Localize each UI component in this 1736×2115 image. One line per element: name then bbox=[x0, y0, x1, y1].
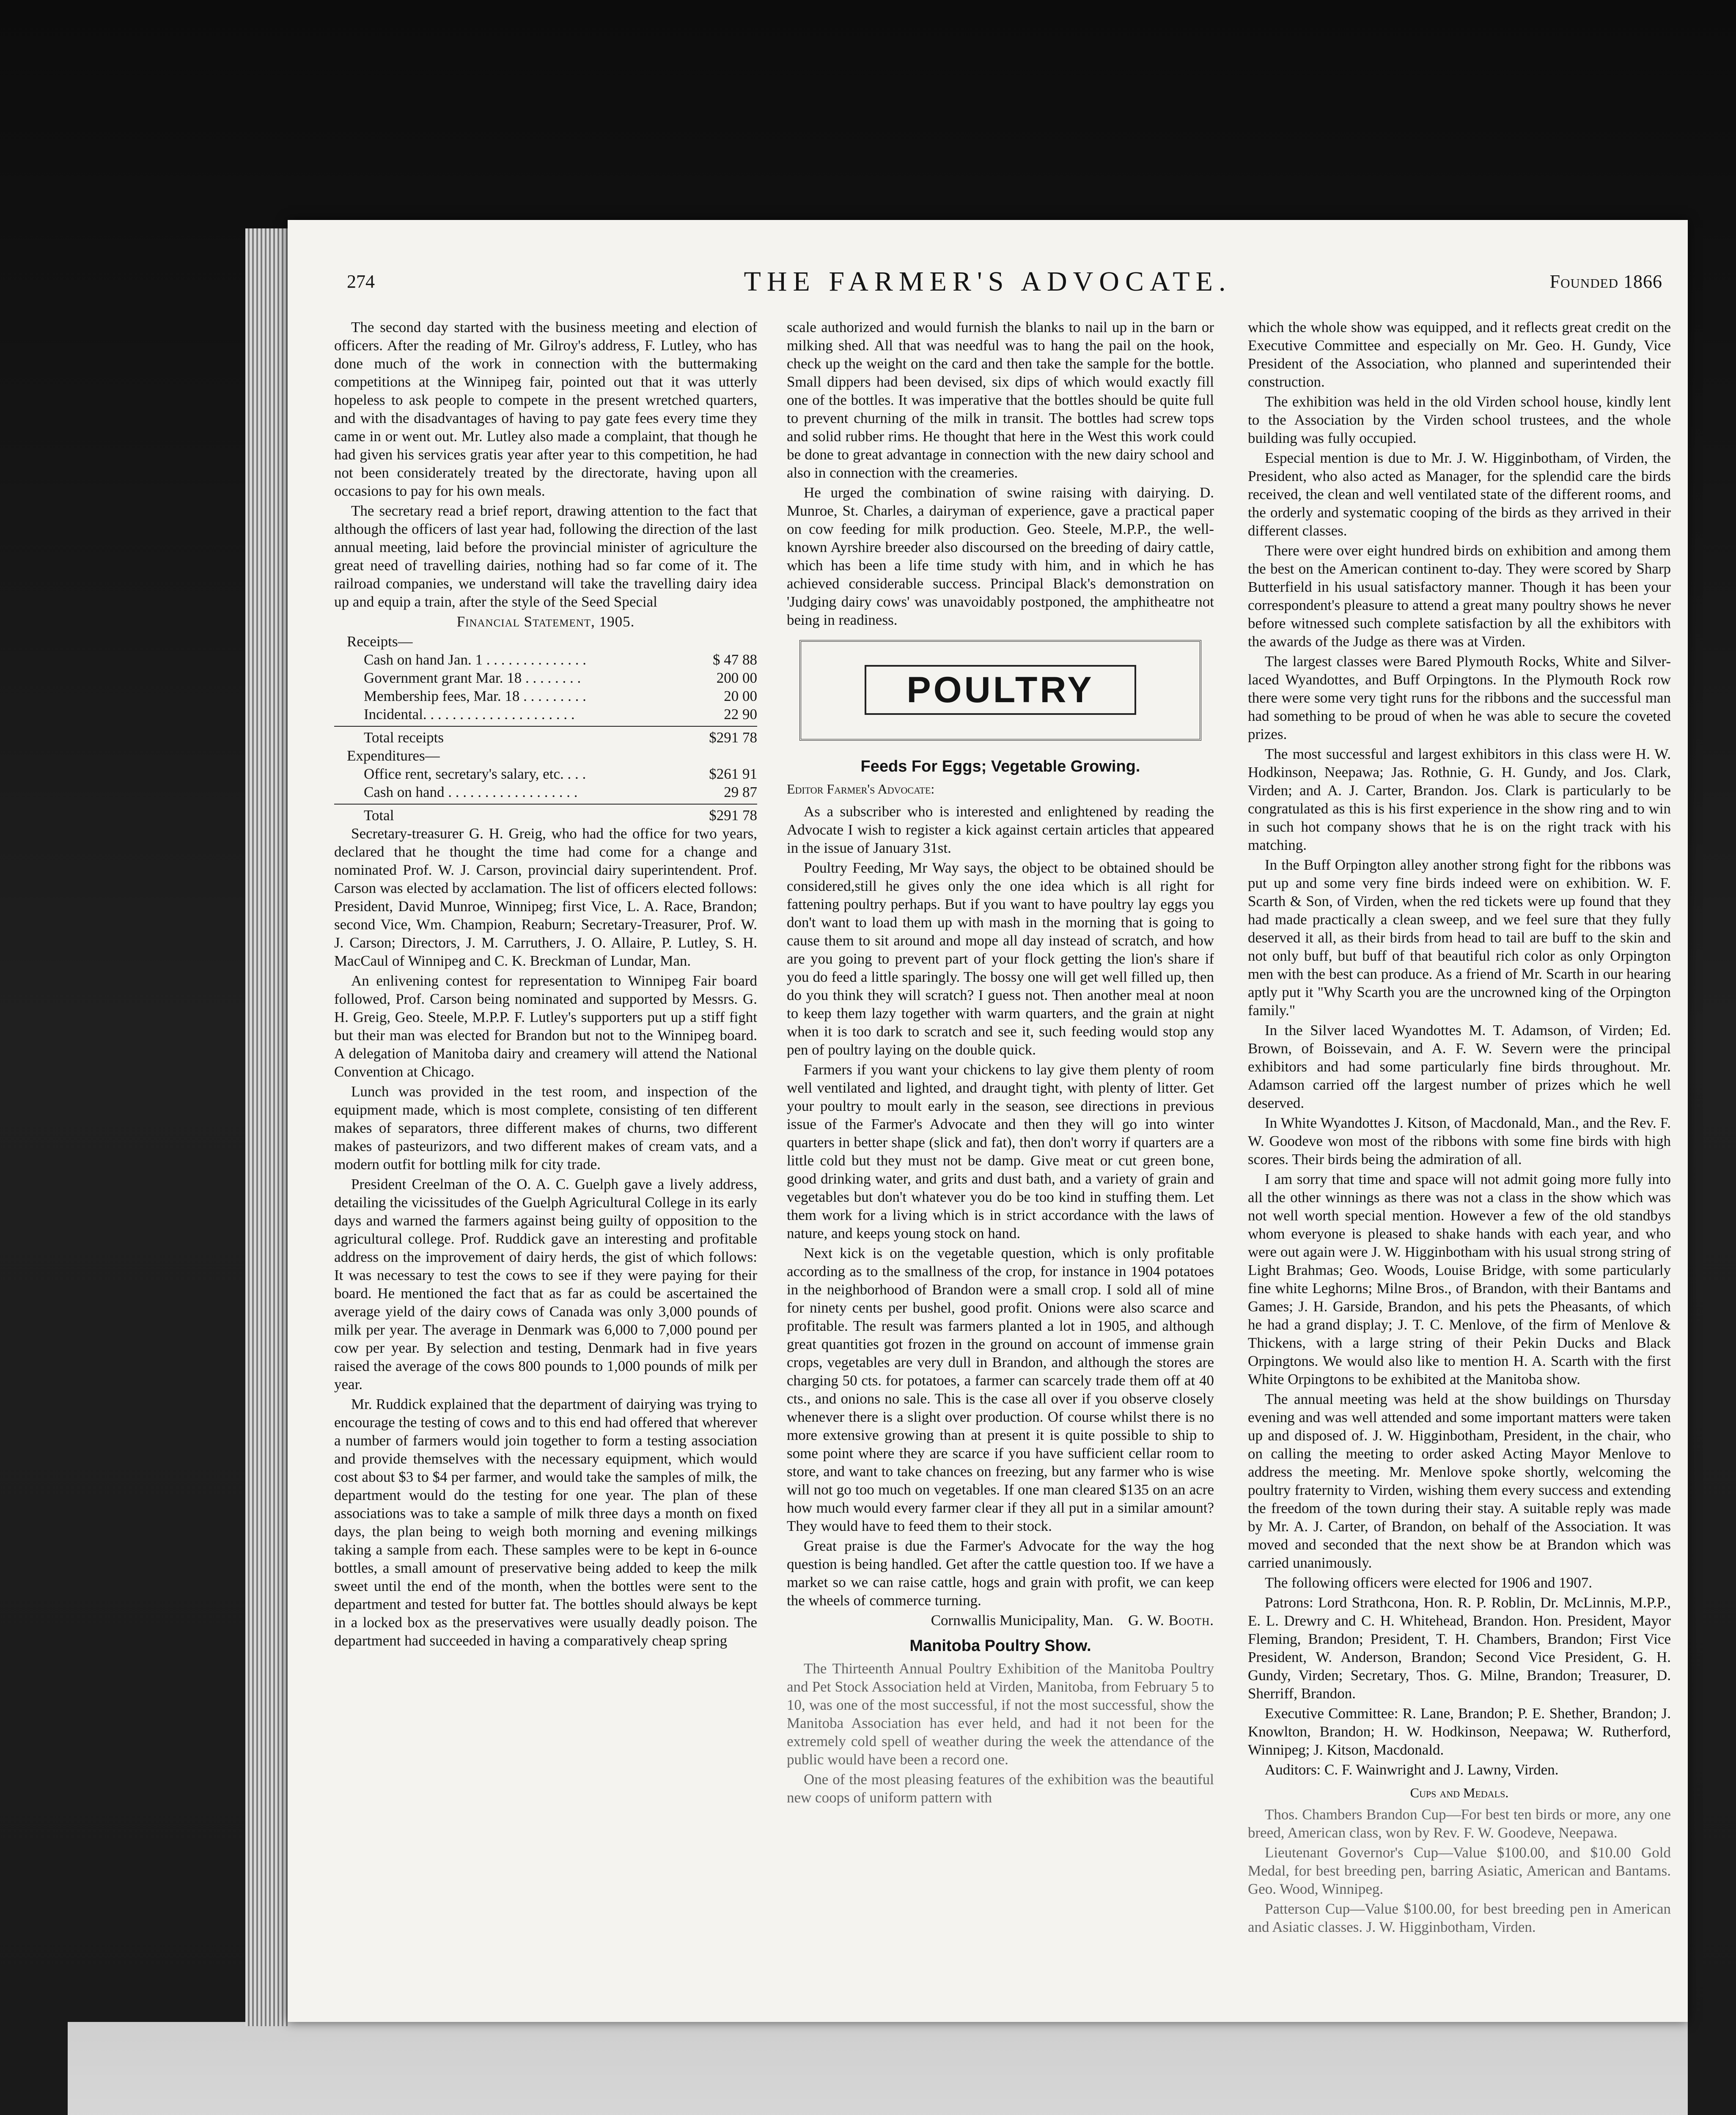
paragraph: which the whole show was equipped, and it reflects great credit on the Executive Committee and especially on Mr. Geo. H. Gundy, Vice President of the Association, who planned and superintended their construction. bbox=[1248, 319, 1671, 390]
paragraph: As a subscriber who is interested and enlightened by reading the Advocate I wish to register a kick against certain articles that appeared in the issue of January 31st. bbox=[787, 803, 1214, 856]
paragraph: Secretary-treasurer G. H. Greig, who had the office for two years, declared that he thought the time had come for a change and nominated Prof. W. J. Carson, provincial dairy superintendent. Prof. Carson was elected by acclamation. The list of officers elected follows: President, David Munroe, Winnipeg; first Vice, L. A. Race, Brandon; second Vice, Wm. Champion, Reaburn; Secretary-Treasurer, Prof. W. J. Carson; Directors, J. M. Carruthers, J. O. Allaire, P. Lutley, S. H. MacCaul of Winnipeg and C. K. Breckman of Lundar, Man. bbox=[334, 825, 757, 969]
page-header bbox=[288, 220, 1688, 305]
paragraph: In the Buff Orpington alley another strong fight for the ribbons was put up and some very fine birds indeed were on exhibition. W. F. Scarth & Son, of Virden, when the red tickets were up found that they had made practically a clean sweep, and we feel sure that they fully deserved it all, as their birds from head to tail are buff to the skin and not only buff, but buff of that beautiful rich color as only Orpington men with the best can produce. As a friend of Mr. Scarth in our hearing aptly put it "Why Scarth you are the uncrowned king of the Orpington family." bbox=[1248, 857, 1671, 1019]
receipts-list bbox=[334, 651, 757, 723]
paragraph: Especial mention is due to Mr. J. W. Higginbotham, of Virden, the President, who also acted as Manager, for the splendid care the birds received, the clean and well ventilated state of the different rooms, and the orderly and systematic cooping of the birds as they arrived in their different classes. bbox=[1248, 450, 1671, 539]
paragraph: Farmers if you want your chickens to lay give them plenty of room well ventilated and lighted, and draught tight, with plenty of litter. Get your poultry to moult early in the season, see directions in previous issue of the Farmer's Advocate and then they will go into winter quarters in better shape (slick and fat), then don't worry if quarters are a little cold but they must not be damp. Give meat or cut green bone, good drinking water, and grits and dust bath, and a variety of grain and vegetables but don't whatever you do be too kind in stuffing them. Let them work for a living which is in strict accordance with the laws of nature, and keeps young stock on hand. bbox=[787, 1061, 1214, 1242]
paragraph: The most successful and largest exhibitors in this class were H. W. Hodkinson, Neepawa; Jas. Rothnie, G. H. Gundy, and Jos. Clark, Virden; and A. J. Carter, Brandon. Jos. Clark is particularly to be congratulated as this is his first experience in the show ring and to win in such hot company shows that he is on the right track with his matching. bbox=[1248, 746, 1671, 853]
article-heading-2: Manitoba Poultry Show. bbox=[909, 1637, 1091, 1655]
paragraph: Patrons: Lord Strathcona, Hon. R. P. Roblin, Dr. McLinnis, M.P.P., E. L. Drewry and C. H. Whitehead, Brandon. Hon. President, Mayor Fleming, Brandon; President, T. H. Chambers, Brandon; First Vice President, W. Anderson, Brandon; Second Vice President, G. H. Gundy, Virden; Secretary, Thos. G. Milne, Brandon; Treasurer, D. Sherriff, Brandon. bbox=[1248, 1594, 1671, 1702]
paragraph: Auditors: C. F. Wainwright and J. Lawny, Virden. bbox=[1265, 1761, 1559, 1778]
receipt-row: Cash on hand Jan. 1 . . . . . . . . . . . . . . $ 47 88 bbox=[364, 651, 757, 668]
editor-salutation: Editor Farmer's Advocate: bbox=[787, 781, 935, 797]
paragraph: Lieutenant Governor's Cup—Value $100.00, and $10.00 Gold Medal, for best breeding pen, barring Asiatic, American and Bantams. Geo. Wood, Winnipeg. bbox=[1248, 1844, 1671, 1897]
receipt-row: Membership fees, Mar. 18 . . . . . . . . . 20 00 bbox=[364, 688, 757, 704]
expenditure-row: Office rent, secretary's salary, etc. . . . $261 91 bbox=[364, 766, 757, 782]
column-2 bbox=[787, 318, 1214, 1808]
column-1 bbox=[334, 318, 757, 1651]
paragraph: The exhibition was held in the old Virden school house, kindly lent to the Association by the Virden school trustees, and the whole building was fully occupied. bbox=[1248, 393, 1671, 446]
founded-note: Founded 1866 bbox=[1549, 271, 1662, 292]
paragraph: In the Silver laced Wyandottes M. T. Adamson, of Virden; Ed. Brown, of Boissevain, and A. F. W. Severn were the principal exhibitors and had some particularly fine birds throughout. Mr. Adamson carried off the largest number of prizes which he well deserved. bbox=[1248, 1022, 1671, 1111]
paragraph: The following officers were elected for 1906 and 1907. bbox=[1265, 1574, 1592, 1591]
paragraph: Great praise is due the Farmer's Advocate for the way the hog question is being handled. Get after the cattle question too. If we have a market so we can raise cattle, hogs and grain with profit, we can keep the wheels of commerce turning. bbox=[787, 1538, 1214, 1609]
financial-statement-title: Financial Statement, 1905. bbox=[456, 613, 635, 630]
paragraph: In White Wyandottes J. Kitson, of Macdonald, Man., and the Rev. F. W. Goodeve won most of the ribbons with some fine birds with high scores. Their birds being the admiration of all. bbox=[1248, 1115, 1671, 1167]
expenditure-row: Cash on hand . . . . . . . . . . . . . . . . . . 29 87 bbox=[364, 784, 757, 800]
paragraph: There were over eight hundred birds on exhibition and among them the best on the American continent to-day. They were scored by Sharp Butterfield in his usual satisfactory manner. Though it has been your correspondent's pleasure to attend a great many poultry shows he never before witnessed such complete satisfaction by all the exhibitors with the awards of the Judge as there was at Virden. bbox=[1248, 542, 1671, 650]
paragraph: Thos. Chambers Brandon Cup—For best ten birds or more, any one breed, American class, won by Rev. F. W. Goodeve, Neepawa. bbox=[1248, 1806, 1671, 1841]
newspaper-page bbox=[288, 220, 1688, 2022]
paragraph: President Creelman of the O. A. C. Guelph gave a lively address, detailing the vicissitudes of the Guelph Agricultural College in its early days and warned the farmers against being guilty of opposition to the agricultural college. Prof. Ruddick gave an interesting and profitable address on the improvement of dairy herds, the gist of which follows: It was necessary to test the cows to see if they were paying for their board. He mentioned the fact that as far as could be ascertained the average yield of the dairy cows of Canada was only 3,000 pounds of milk per year. The average in Denmark was 6,000 to 7,000 pound per cow per year. By selection and testing, Denmark had in five years raised the average of the cows 800 pounds to 1,000 pounds of milk per year. bbox=[334, 1176, 757, 1393]
paragraph: The annual meeting was held at the show buildings on Thursday evening and was well attended and some important matters were taken up and disposed of. J. W. Higginbotham, President, in the chair, who on calling the meeting to order asked Acting Mayor Menlove to address the meeting. Mr. Menlove spoke shortly, welcoming the poultry fraternity to Virden, wishing them every success and extending the freedom of the town during their stay. A suitable reply was made by Mr. A. J. Carter, of Brandon, on behalf of the Association. It was moved and seconded that the next show be at Brandon which was carried unanimously. bbox=[1248, 1391, 1671, 1571]
receipts-label: Receipts— bbox=[347, 633, 413, 650]
article-heading: Feeds For Eggs; Vegetable Growing. bbox=[860, 758, 1140, 775]
paragraph: Patterson Cup—Value $100.00, for best breeding pen in American and Asiatic classes. J. W. Higginbotham, Virden. bbox=[1248, 1901, 1671, 1935]
book-page-edges bbox=[245, 228, 288, 2026]
signature-place: Cornwallis Municipality, Man. bbox=[931, 1612, 1113, 1629]
signature-name: G. W. Booth. bbox=[1128, 1612, 1214, 1629]
paragraph: The secretary read a brief report, drawing attention to the fact that although the officers of last year had, following the direction of the last annual meeting, laid before the provincial minister of agriculture the great need of travelling dairies, nothing had so far come of it. The railroad companies, we understand will take the travelling dairy idea up and equip a train, after the style of the Seed Special bbox=[334, 503, 757, 610]
paragraph: scale authorized and would furnish the blanks to nail up in the barn or milking shed. All that was needful was to hang the pail on the hook, check up the weight on the card and then take the sample for the bottle. Small dippers had been devised, six dips of which would exactly fill one of the bottles. It was imperative that the bottles should be quite full to prevent churning of the milk in transit. The bottles had screw tops and solid rubber rims. He thought that here in the West this work could be done to great advantage in connection with the new dairy school and also in connection with the creameries. bbox=[787, 319, 1214, 481]
paragraph: The second day started with the business meeting and election of officers. After the reading of Mr. Gilroy's address, F. Lutley, who has done much of the work in connection with the buttermaking competitions at the Winnipeg fair, pointed out that it was utterly hopeless to ask people to compete in the present wretched quarters, and with the disadvantages of having to pay gate fees every time they came in or went out. Mr. Lutley also made a complaint, that though he had given his services gratis year after year to this competition, he had not been considerately treated by the directorate, having upon all occasions to pay for his own meals. bbox=[334, 319, 757, 499]
letter-signature bbox=[787, 1611, 1214, 1629]
receipt-row: Incidental. . . . . . . . . . . . . . . . . . . . . 22 90 bbox=[364, 706, 757, 722]
total-receipts-row: Total receipts $291 78 bbox=[334, 726, 757, 747]
expenditures-label: Expenditures— bbox=[347, 747, 440, 764]
page-number: 274 bbox=[347, 271, 375, 292]
paragraph: Mr. Ruddick explained that the department of dairying was trying to encourage the testing of cows and to this end had offered that wherever a number of farmers would join together to form a testing association and provide themselves with the necessary equipment, which would cost about $3 to $4 per farmer, and would take the samples of milk, the department would do the testing for one year. The plan of these associations was to take a sample of milk three days a month on fixed days, the plan being to weigh both morning and evening milkings taking a sample from each. These samples were to be kept in 6-ounce bottles, a small amount of preservative being added to keep the milk sweet until the end of the month, when the bottles were sent to the department and tested for butter fat. The bottles should always be kept in a locked box as the preservatives were usually deadly poison. The department had succeeded in having a comparatively cheap spring bbox=[334, 1396, 757, 1649]
paragraph: Poultry Feeding, Mr Way says, the object to be obtained should be considered,still he gives only the one idea which is all right for fattening poultry perhaps. But if you want to have poultry lay eggs you don't want to load them up with mash in the morning that is going to cause them to sit around and mope all day instead of scratch, and how are you going to prevent part of your flock getting the lion's share if you do feed a little sparingly. The bossy one will get well filled up, then do you think they will scratch? I guess not. Then another meal at noon to keep them lazy together with warm quarters, and the grain at night when it is too dark to scratch and see it, such feeding would stop any pen of poultry laying on the double quick. bbox=[787, 860, 1214, 1058]
poultry-banner-inner bbox=[865, 665, 1136, 715]
desk-surface bbox=[68, 2022, 1688, 2115]
paragraph: The largest classes were Bared Plymouth Rocks, White and Silver-laced Wyandottes, and Buff Orpingtons. In the Plymouth Rock row there were some very tight runs for the ribbons and the successful man had something to be proud of when he was able to secure the coveted prizes. bbox=[1248, 653, 1671, 742]
cups-heading: Cups and Medals. bbox=[1410, 1785, 1509, 1800]
total-row: Total $291 78 bbox=[334, 804, 757, 824]
paragraph: The Thirteenth Annual Poultry Exhibition of the Manitoba Poultry and Pet Stock Association held at Virden, Manitoba, from February 5 to 10, was one of the most successful, if not the most successful, show the Manitoba Association has ever held, and had it not been for the extremely cold spell of weather during the week the attendance of the public would have been a record one. bbox=[787, 1660, 1214, 1768]
paragraph: One of the most pleasing features of the exhibition was the beautiful new coops of uniform pattern with bbox=[787, 1771, 1214, 1806]
poultry-banner bbox=[799, 640, 1201, 741]
poultry-banner-label: POULTRY bbox=[906, 670, 1094, 710]
paragraph: An enlivening contest for representation to Winnipeg Fair board followed, Prof. Carson being nominated and supported by Messrs. G. H. Greig, Geo. Steele, M.P.P. F. Lutley's supporters put up a stiff fight but their man was elected for Brandon but not to the Winnipeg board. A delegation of Manitoba dairy and creamery will attend the National Convention at Chicago. bbox=[334, 972, 757, 1080]
receipt-row: Government grant Mar. 18 . . . . . . . . 200 00 bbox=[364, 670, 757, 686]
paragraph: Next kick is on the vegetable question, which is only profitable according as to the smallness of the crop, for instance in 1904 potatoes in the neighborhood of Brandon were a small crop. I sold all of mine for ninety cents per bushel, good profit. Onions were also scarce and profitable. The result was farmers planted a lot in 1905, and although great quantities got frozen in the ground on account of immense grain crops, vegetables are very dull in Brandon, and although the stores are charging 50 cts. for potatoes, a farmer can scarcely trade them off at 40 cts., and onions no sale. This is the case all over if you observe closely whenever there is a slight over production. Of course whilst there is no more extensive growing than at present it is quite possible to ship to some point where they are scarce if you have sufficient cellar room to store, and want to take chances on freezing, but any farmer who is wise will not go too much on vegetables. If one man cleared $135 on an acre how much would every farmer clear if they all put in a similar amount? They would have to feed them to their stock. bbox=[787, 1245, 1214, 1534]
paragraph: Executive Committee: R. Lane, Brandon; P. E. Shether, Brandon; J. Knowlton, Brandon; H. W. Hodkinson, Neepawa; W. Rutherford, Winnipeg; J. Kitson, Macdonald. bbox=[1248, 1705, 1671, 1758]
paragraph: I am sorry that time and space will not admit going more fully into all the other winnings as there was not a class in the show which was not well worth special mention. However a few of the old standbys whom everyone is pleased to shake hands with each year, and who were out again were J. W. Higginbotham with his usual strong string of Light Brahmas; Geo. Woods, Louise Bridge, with some particularly fine white Leghorns; Milne Bros., of Brandon, with their Bantams and Games; J. H. Garside, Brandon, and his pets the Pheasants, of which he had a grand display; J. T. C. Menlove, of the firm of Menlove & Thickens, with a large string of their Pekin Ducks and Black Orpingtons. We would also like to mention H. A. Scarth with the first White Orpingtons to be exhibited at the Manitoba show. bbox=[1248, 1171, 1671, 1387]
masthead-title: THE FARMER'S ADVOCATE. bbox=[744, 266, 1232, 297]
paragraph: Lunch was provided in the test room, and inspection of the equipment made, which is most complete, consisting of ten different makes of separators, three different makes of churns, two different makes of pasteurizors, and two different makes of cream vats, and a modern outfit for bottling milk for city trade. bbox=[334, 1083, 757, 1173]
column-3 bbox=[1248, 318, 1671, 1938]
paragraph: He urged the combination of swine raising with dairying. D. Munroe, St. Charles, a dairyman of experience, gave a practical paper on cow feeding for milk production. Geo. Steele, M.P.P., the well-known Ayrshire breeder also discoursed on the breeding of dairy cattle, which has been a life time study with him, and in which he has achieved considerable success. Principal Black's demonstration on 'Judging dairy cows' was unavoidably postponed, the amphitheatre not being in readiness. bbox=[787, 484, 1214, 628]
